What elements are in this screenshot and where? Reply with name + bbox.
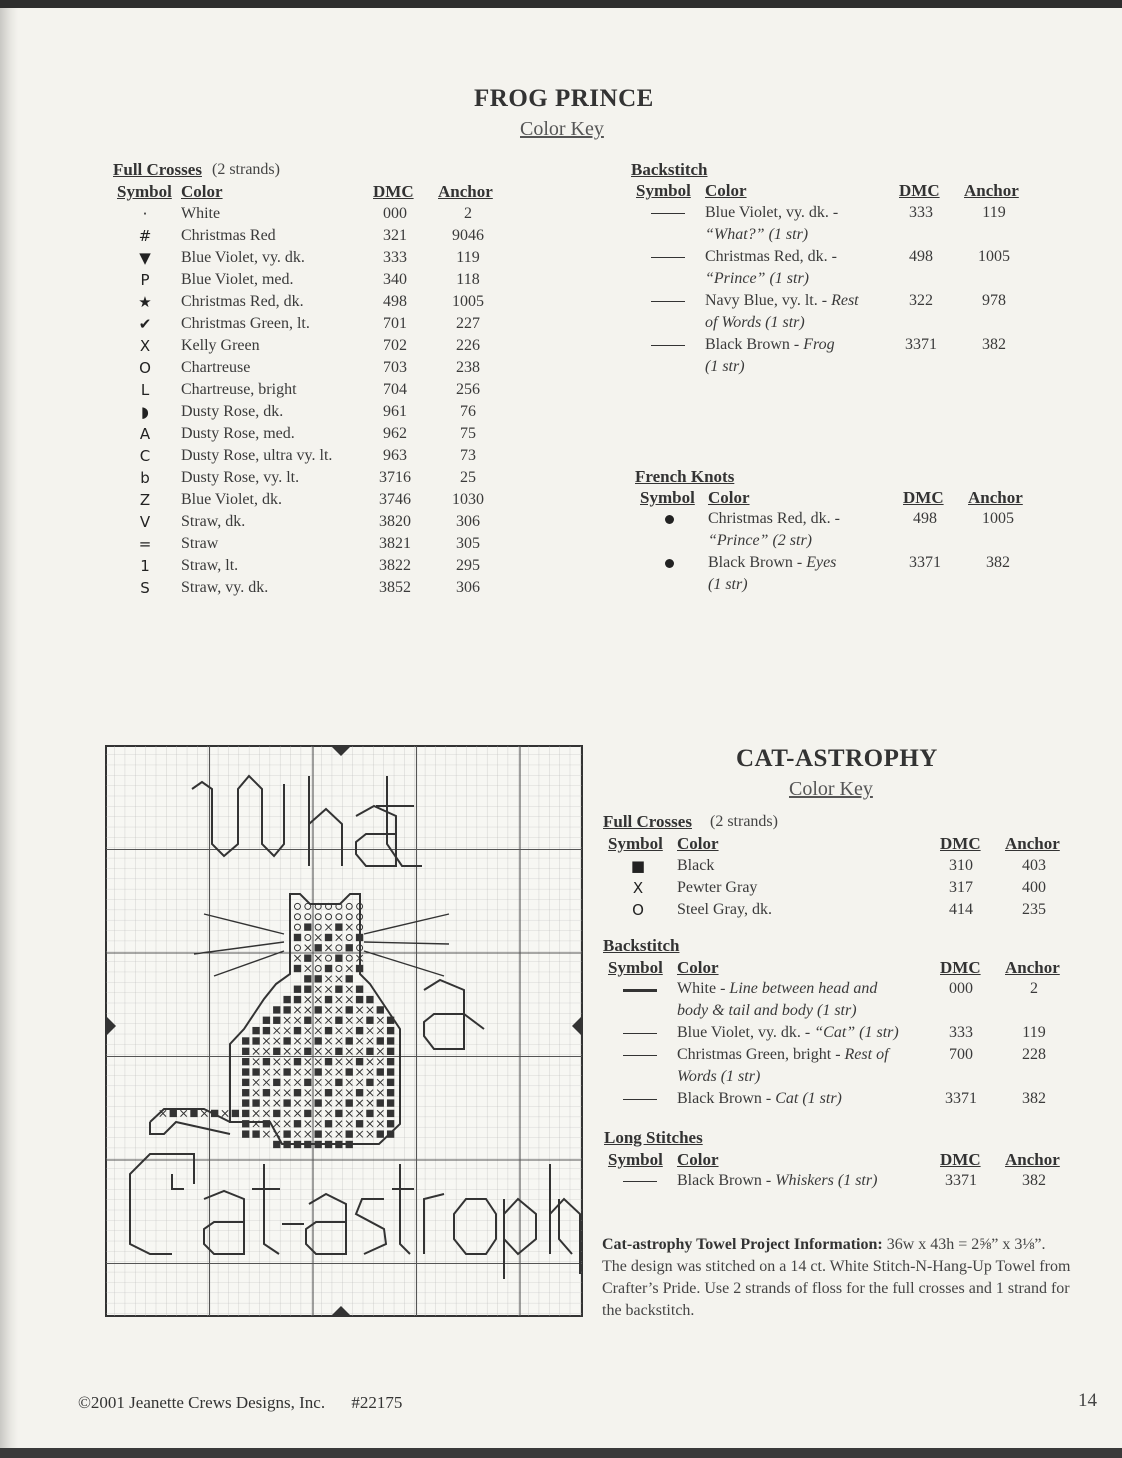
backstitch-line-symbol [623,1033,657,1034]
legend-symbol: A [139,425,151,443]
frog-full-crosses-note: (2 strands) [212,161,280,178]
legend-dmc-number: 3371 [909,554,941,571]
legend-color-detail: Whiskers (1 str) [775,1172,878,1189]
legend-color-detail-line2: “Prince” (2 str) [708,532,812,549]
frog-fc-header-anchor: Anchor [438,182,493,201]
frog-fk-header-color: Color [708,488,750,507]
legend-color-name [677,1044,889,1066]
legend-color-name: Chartreuse [181,359,251,376]
frog-title: FROG PRINCE [474,85,654,112]
legend-symbol: O [139,359,151,377]
legend-color-name: Pewter Gray [677,879,758,896]
legend-color-name: Blue Violet, med. [181,271,294,288]
legend-color-name [705,246,837,268]
legend-color-name: Christmas Red, dk. [181,293,304,310]
legend-dmc-number: 310 [949,857,973,874]
legend-symbol: X [139,337,151,355]
legend-dmc-number: 3371 [945,1172,977,1189]
legend-color-name: Straw [181,535,219,552]
french-knot-symbol [665,515,674,524]
cat-bs-header-symbol: Symbol [608,958,663,977]
legend-color-name: Dusty Rose, ultra vy. lt. [181,447,333,464]
legend-dmc-number: 333 [949,1024,973,1041]
legend-color-detail-line2: Words (1 str) [677,1068,761,1085]
legend-color-text: Black Brown - [705,336,800,353]
legend-color-text: Blue Violet, vy. dk. - [705,204,839,221]
frog-bs-header-color: Color [705,181,747,200]
legend-color-name: Dusty Rose, dk. [181,403,284,420]
legend-symbol: ◗ [141,403,149,421]
legend-color-name [705,290,859,312]
long-stitch-line-symbol [623,1181,657,1182]
legend-symbol: X [632,879,644,897]
legend-anchor-number: 118 [456,271,480,288]
legend-anchor-number: 382 [1022,1172,1046,1189]
cat-ls-header-dmc: DMC [940,1150,981,1169]
legend-color-name: Kelly Green [181,337,260,354]
top-scan-edge [0,0,1122,8]
cat-ls-header-color: Color [677,1150,719,1169]
legend-color-detail-line2: “Prince” (1 str) [705,270,809,287]
legend-color-name [708,508,840,530]
legend-anchor-number: 75 [460,425,476,442]
legend-color-detail-line2: (1 str) [708,576,748,593]
cat-ls-header-anchor: Anchor [1005,1150,1060,1169]
legend-dmc-number: 3371 [945,1090,977,1107]
legend-anchor-number: 1030 [452,491,484,508]
frog-bs-header-symbol: Symbol [636,181,691,200]
legend-dmc-number: 703 [383,359,407,376]
legend-dmc-number: 962 [383,425,407,442]
cat-full-crosses-heading: Full Crosses [603,812,692,831]
legend-symbol: V [139,513,151,531]
legend-anchor-number: 1005 [982,510,1014,527]
frog-backstitch-heading: Backstitch [631,160,708,179]
legend-symbol: P [140,271,150,289]
cat-fc-header-symbol: Symbol [608,834,663,853]
legend-anchor-number: 119 [982,204,1006,221]
cat-bs-header-anchor: Anchor [1005,958,1060,977]
legend-color-name: Straw, vy. dk. [181,579,269,596]
legend-anchor-number: 382 [986,554,1010,571]
legend-anchor-number: 119 [456,249,480,266]
legend-anchor-number: 25 [460,469,476,486]
frog-fk-header-dmc: DMC [903,488,944,507]
legend-color-name [677,978,877,1000]
legend-anchor-number: 382 [982,336,1006,353]
legend-anchor-number: 305 [456,535,480,552]
legend-dmc-number: 963 [383,447,407,464]
legend-anchor-number: 978 [982,292,1006,309]
legend-color-detail: Rest [831,292,859,309]
french-knot-symbol [665,559,674,568]
frog-bs-header-dmc: DMC [899,181,940,200]
backstitch-line-symbol [651,345,685,346]
legend-anchor-number: 73 [460,447,476,464]
legend-dmc-number: 3716 [379,469,411,486]
legend-anchor-number: 9046 [452,227,484,244]
cat-fc-header-color: Color [677,834,719,853]
legend-anchor-number: 1005 [978,248,1010,265]
frog-fc-header-symbol: Symbol [117,182,172,201]
copyright-text: ©2001 Jeanette Crews Designs, Inc. [78,1393,326,1412]
cat-long-stitches-heading: Long Stitches [604,1128,703,1147]
legend-symbol: # [138,227,152,245]
frog-fc-header-dmc: DMC [373,182,414,201]
legend-symbol: O [632,901,644,919]
legend-dmc-number: 000 [949,980,973,997]
frog-fk-header-symbol: Symbol [640,488,695,507]
legend-color-detail: Rest of [844,1046,889,1063]
legend-anchor-number: 256 [456,381,480,398]
legend-color-name: Christmas Green, lt. [181,315,310,332]
legend-color-name: Christmas Red [181,227,276,244]
backstitch-line-symbol [623,989,657,992]
cat-fc-header-dmc: DMC [940,834,981,853]
legend-color-name: Blue Violet, vy. dk. [181,249,305,266]
legend-color-detail-line2: of Words (1 str) [705,314,805,331]
legend-dmc-number: 317 [949,879,973,896]
legend-color-name: White [181,205,221,222]
legend-color-detail: “Cat” (1 str) [814,1024,899,1041]
cat-full-crosses-note: (2 strands) [710,813,778,830]
legend-dmc-number: 3820 [379,513,411,530]
legend-color-text: Christmas Red, dk. - [708,510,840,527]
legend-anchor-number: 2 [464,205,472,222]
legend-anchor-number: 76 [460,403,476,420]
pattern-code: #22175 [351,1393,403,1412]
legend-anchor-number: 306 [456,579,480,596]
legend-dmc-number: 3821 [379,535,411,552]
legend-dmc-number: 333 [909,204,933,221]
legend-anchor-number: 119 [1022,1024,1046,1041]
legend-symbol: ▼ [139,249,151,267]
legend-color-text: Black Brown - [677,1172,772,1189]
legend-dmc-number: 322 [909,292,933,309]
project-information-text: 36w x 43h = 2⅝” x 3⅛”. The design was stitched on a 14 ct. White Stitch-N-Hang-Up Towel from Crafter’s Pride. Use 2 strands of floss for the full crosses and 1 strand for the backstitch. [602,1236,1071,1319]
legend-anchor-number: 227 [456,315,480,332]
legend-color-detail-line2: “What?” (1 str) [705,226,809,243]
legend-dmc-number: 3371 [905,336,937,353]
legend-dmc-number: 498 [913,510,937,527]
frog-french-knots-heading: French Knots [635,467,735,486]
legend-color-text: Black Brown - [677,1090,772,1107]
legend-symbol: ■ [630,857,646,875]
legend-symbol: L [140,381,150,399]
legend-color-detail: Eyes [806,554,837,571]
legend-color-name [705,334,835,356]
cat-astrophy-chart [104,744,586,1319]
legend-color-detail-line2: body & tail and body (1 str) [677,1002,857,1019]
legend-symbol: b [140,469,150,487]
legend-anchor-number: 226 [456,337,480,354]
legend-dmc-number: 3852 [379,579,411,596]
backstitch-line-symbol [651,257,685,258]
legend-dmc-number: 3822 [379,557,411,574]
legend-dmc-number: 701 [383,315,407,332]
cat-ls-header-symbol: Symbol [608,1150,663,1169]
legend-dmc-number: 000 [383,205,407,222]
legend-symbol: ✔ [138,315,152,333]
legend-anchor-number: 306 [456,513,480,530]
backstitch-line-symbol [623,1099,657,1100]
legend-dmc-number: 340 [383,271,407,288]
legend-anchor-number: 295 [456,557,480,574]
legend-color-name: Dusty Rose, med. [181,425,295,442]
legend-color-name [677,1022,899,1044]
backstitch-line-symbol [651,213,685,214]
frog-bs-header-anchor: Anchor [964,181,1019,200]
legend-color-detail: Line between head and [729,980,878,997]
footer-copyright [78,1393,402,1413]
backstitch-line-symbol [623,1055,657,1056]
legend-color-detail-line2: (1 str) [705,358,745,375]
legend-color-detail: Cat (1 str) [775,1090,842,1107]
legend-dmc-number: 3746 [379,491,411,508]
project-information [602,1234,1072,1322]
page-number: 14 [1078,1390,1097,1411]
legend-anchor-number: 403 [1022,857,1046,874]
legend-dmc-number: 321 [383,227,407,244]
legend-dmc-number: 498 [383,293,407,310]
project-information-label: Cat-astrophy Towel Project Information: [602,1236,883,1253]
frog-fk-header-anchor: Anchor [968,488,1023,507]
legend-color-name: Dusty Rose, vy. lt. [181,469,300,486]
legend-color-name: Chartreuse, bright [181,381,297,398]
legend-dmc-number: 333 [383,249,407,266]
legend-color-name: Straw, dk. [181,513,246,530]
legend-symbol: · [142,205,148,223]
legend-color-text: Christmas Green, bright - [677,1046,841,1063]
legend-anchor-number: 238 [456,359,480,376]
legend-dmc-number: 700 [949,1046,973,1063]
legend-dmc-number: 961 [383,403,407,420]
legend-symbol: S [140,579,150,597]
cat-title: CAT-ASTROPHY [736,745,938,772]
legend-symbol: 1 [140,557,150,575]
legend-anchor-number: 228 [1022,1046,1046,1063]
legend-color-name: Black [677,857,715,874]
book-spine-shadow [0,0,18,1458]
legend-color-text: Navy Blue, vy. lt. - [705,292,828,309]
frog-fc-header-color: Color [181,182,223,201]
cat-bs-header-color: Color [677,958,719,977]
legend-color-detail: Frog [803,336,835,353]
legend-anchor-number: 382 [1022,1090,1046,1107]
legend-symbol: Z [139,491,151,509]
legend-color-name [677,1170,877,1192]
bottom-scan-edge [0,1448,1122,1458]
legend-dmc-number: 414 [949,901,973,918]
legend-symbol: = [138,535,152,553]
legend-color-text: Blue Violet, vy. dk. - [677,1024,811,1041]
legend-color-text: White - [677,980,726,997]
legend-symbol: ★ [138,293,152,311]
frog-subtitle: Color Key [520,118,604,140]
legend-color-name [708,552,836,574]
cat-subtitle: Color Key [789,778,873,800]
legend-dmc-number: 498 [909,248,933,265]
legend-color-text: Black Brown - [708,554,803,571]
legend-anchor-number: 235 [1022,901,1046,918]
legend-anchor-number: 2 [1030,980,1038,997]
legend-color-name: Blue Violet, dk. [181,491,282,508]
cat-fc-header-anchor: Anchor [1005,834,1060,853]
frog-full-crosses-heading: Full Crosses [113,160,202,179]
legend-dmc-number: 702 [383,337,407,354]
backstitch-line-symbol [651,301,685,302]
legend-dmc-number: 704 [383,381,407,398]
legend-color-name [705,202,838,224]
legend-color-name: Straw, lt. [181,557,239,574]
legend-color-text: Christmas Red, dk. - [705,248,837,265]
legend-anchor-number: 1005 [452,293,484,310]
cat-backstitch-heading: Backstitch [603,936,680,955]
legend-color-name [677,1088,842,1110]
cat-bs-header-dmc: DMC [940,958,981,977]
legend-anchor-number: 400 [1022,879,1046,896]
legend-symbol: C [139,447,151,465]
legend-color-name: Steel Gray, dk. [677,901,772,918]
